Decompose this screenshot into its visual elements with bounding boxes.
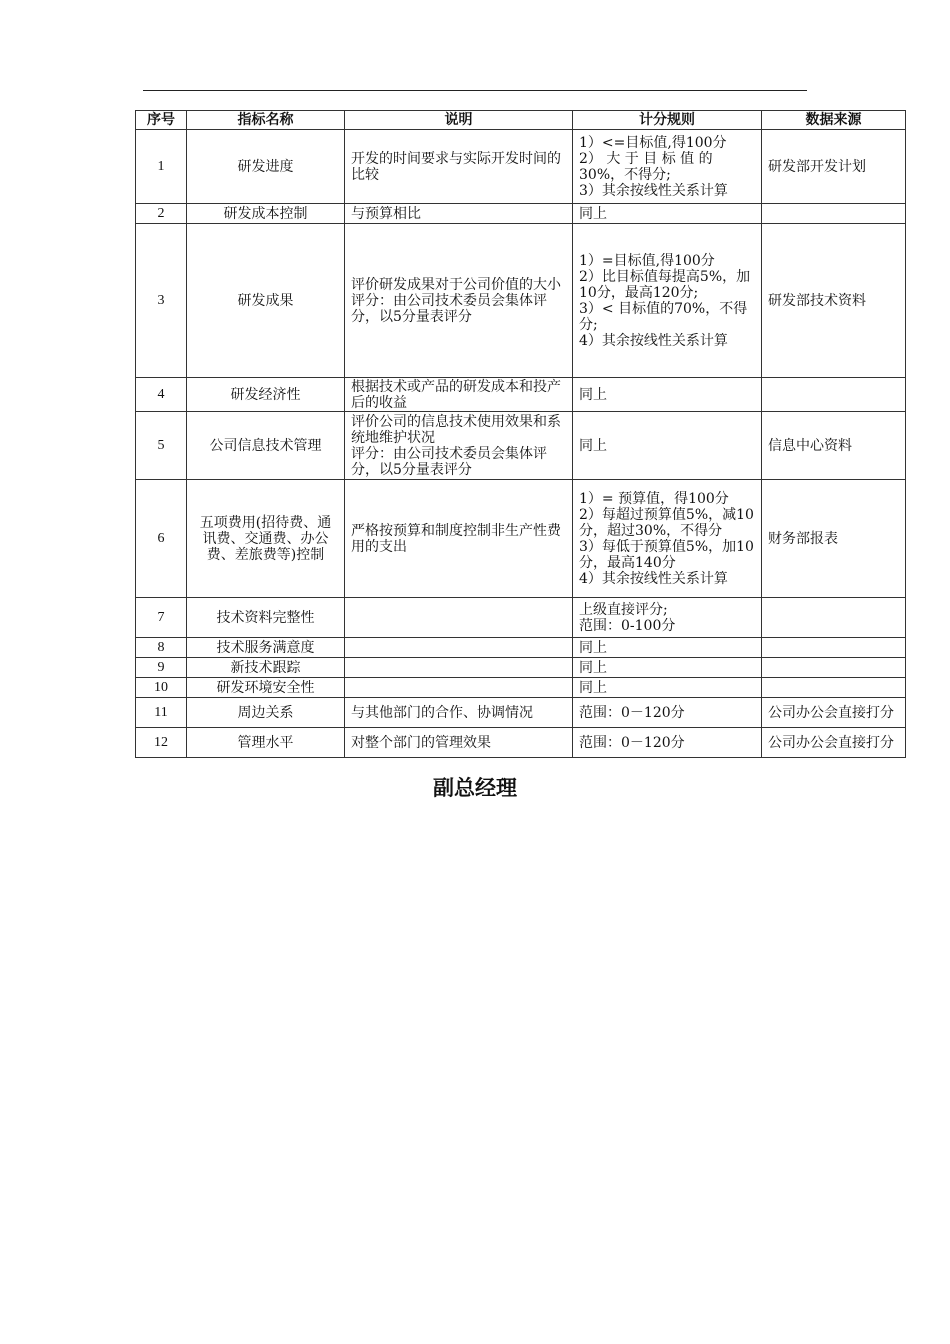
cell-rule: [573, 598, 762, 638]
cell-name: 管理水平: [187, 728, 345, 758]
cell-source: [762, 678, 906, 698]
header-source: 数据来源: [762, 111, 906, 130]
cell-source: [762, 638, 906, 658]
cell-rule: [573, 130, 762, 204]
table-header-row: [136, 111, 906, 130]
cell-source: [762, 378, 906, 412]
cell-no: 5: [136, 412, 187, 480]
cell-source: [762, 598, 906, 638]
cell-desc: [345, 204, 573, 224]
desc-line: 与预算相比: [351, 205, 421, 222]
desc-line: 评分：由公司技术委员会集体评分，以5分量表评分: [351, 292, 547, 325]
kpi-table: [135, 110, 906, 758]
table-row: [136, 204, 906, 224]
cell-rule: [573, 678, 762, 698]
cell-desc: [345, 224, 573, 378]
cell-rule: [573, 480, 762, 598]
rule-line: 3）每低于预算值5%，加10分，最高140分: [579, 538, 754, 571]
rule-line: 4）其余按线性关系计算: [579, 332, 728, 349]
section-title: 副总经理: [433, 776, 517, 800]
cell-name: 公司信息技术管理: [187, 412, 345, 480]
cell-source: 财务部报表: [762, 480, 906, 598]
cell-source: 研发部开发计划: [762, 130, 906, 204]
table-row: [136, 678, 906, 698]
rule-line: 2）比目标值每提高5%，加10分，最高120分;: [579, 268, 751, 301]
desc-line: 开发的时间要求与实际开发时间的比较: [351, 150, 561, 183]
cell-desc: [345, 698, 573, 728]
cell-rule: [573, 378, 762, 412]
rule-line: 范围：0-100分: [579, 617, 676, 634]
rule-line: 1）= 预算值，得100分: [579, 490, 729, 507]
table-row: [136, 658, 906, 678]
cell-name: 周边关系: [187, 698, 345, 728]
cell-name: 技术服务满意度: [187, 638, 345, 658]
header-desc: 说明: [345, 111, 573, 130]
table-row: [136, 480, 906, 598]
table-row: [136, 698, 906, 728]
desc-line: 评价研发成果对于公司价值的大小: [351, 276, 561, 293]
cell-name: 研发环境安全性: [187, 678, 345, 698]
rule-line: 同上: [579, 437, 607, 454]
cell-no: 8: [136, 638, 187, 658]
rule-line: 范围：0－120分: [579, 734, 685, 751]
desc-line: 严格按预算和制度控制非生产性费用的支出: [351, 522, 561, 555]
cell-source: 研发部技术资料: [762, 224, 906, 378]
desc-line: 与其他部门的合作、协调情况: [351, 704, 533, 721]
cell-no: 1: [136, 130, 187, 204]
table-row: [136, 130, 906, 204]
header-no: 序号: [136, 111, 187, 130]
table-row: [136, 412, 906, 480]
top-rule: [143, 90, 807, 91]
cell-no: 11: [136, 698, 187, 728]
cell-no: 4: [136, 378, 187, 412]
cell-rule: [573, 204, 762, 224]
cell-desc: [345, 598, 573, 638]
cell-source: [762, 204, 906, 224]
cell-no: 2: [136, 204, 187, 224]
cell-desc: [345, 658, 573, 678]
cell-source: 公司办公会直接打分: [762, 728, 906, 758]
cell-no: 7: [136, 598, 187, 638]
cell-name: 技术资料完整性: [187, 598, 345, 638]
cell-name: 研发经济性: [187, 378, 345, 412]
cell-rule: [573, 224, 762, 378]
rule-line: 4）其余按线性关系计算: [579, 570, 728, 587]
cell-rule: [573, 658, 762, 678]
cell-name: 研发进度: [187, 130, 345, 204]
rule-line: 上级直接评分;: [579, 601, 668, 618]
cell-no: 12: [136, 728, 187, 758]
cell-source: [762, 658, 906, 678]
cell-rule: [573, 728, 762, 758]
cell-no: 9: [136, 658, 187, 678]
cell-desc: [345, 678, 573, 698]
cell-desc: [345, 378, 573, 412]
cell-source: 信息中心资料: [762, 412, 906, 480]
table-row: [136, 378, 906, 412]
table-row: [136, 728, 906, 758]
cell-name: 研发成本控制: [187, 204, 345, 224]
cell-desc: [345, 480, 573, 598]
cell-no: 6: [136, 480, 187, 598]
cell-no: 10: [136, 678, 187, 698]
table-row: [136, 598, 906, 638]
cell-rule: [573, 412, 762, 480]
table-row: [136, 224, 906, 378]
desc-line: 评分：由公司技术委员会集体评分，以5分量表评分: [351, 445, 547, 478]
cell-rule: [573, 638, 762, 658]
rule-line: 同上: [579, 679, 607, 696]
desc-line: 根据技术或产品的研发成本和投产后的收益: [351, 378, 561, 411]
table-row: [136, 638, 906, 658]
header-rule: 计分规则: [573, 111, 762, 130]
cell-desc: [345, 412, 573, 480]
desc-line: 评价公司的信息技术使用效果和系统地维护状况: [351, 413, 561, 446]
cell-desc: [345, 130, 573, 204]
cell-rule: [573, 698, 762, 728]
rule-line: 2） 大 于 目 标 值 的30%，不得分;: [579, 150, 713, 183]
rule-line: 同上: [579, 205, 607, 222]
rule-line: 范围：0－120分: [579, 704, 685, 721]
rule-line: 1）<=目标值,得100分: [579, 134, 727, 151]
cell-desc: [345, 728, 573, 758]
table-body: [136, 130, 906, 758]
rule-line: 同上: [579, 639, 607, 656]
rule-line: 1）=目标值,得100分: [579, 252, 715, 269]
cell-name: 新技术跟踪: [187, 658, 345, 678]
cell-desc: [345, 638, 573, 658]
rule-line: 同上: [579, 659, 607, 676]
cell-no: 3: [136, 224, 187, 378]
cell-name: 五项费用(招待费、通讯费、交通费、办公费、差旅费等)控制: [187, 480, 345, 598]
desc-line: 对整个部门的管理效果: [351, 734, 491, 751]
rule-line: 3）< 目标值的70%，不得分;: [579, 300, 748, 333]
rule-line: 3）其余按线性关系计算: [579, 182, 728, 199]
cell-name: 研发成果: [187, 224, 345, 378]
header-name: 指标名称: [187, 111, 345, 130]
rule-line: 同上: [579, 386, 607, 403]
cell-source: 公司办公会直接打分: [762, 698, 906, 728]
rule-line: 2）每超过预算值5%，减10分，超过30%，不得分: [579, 506, 754, 539]
